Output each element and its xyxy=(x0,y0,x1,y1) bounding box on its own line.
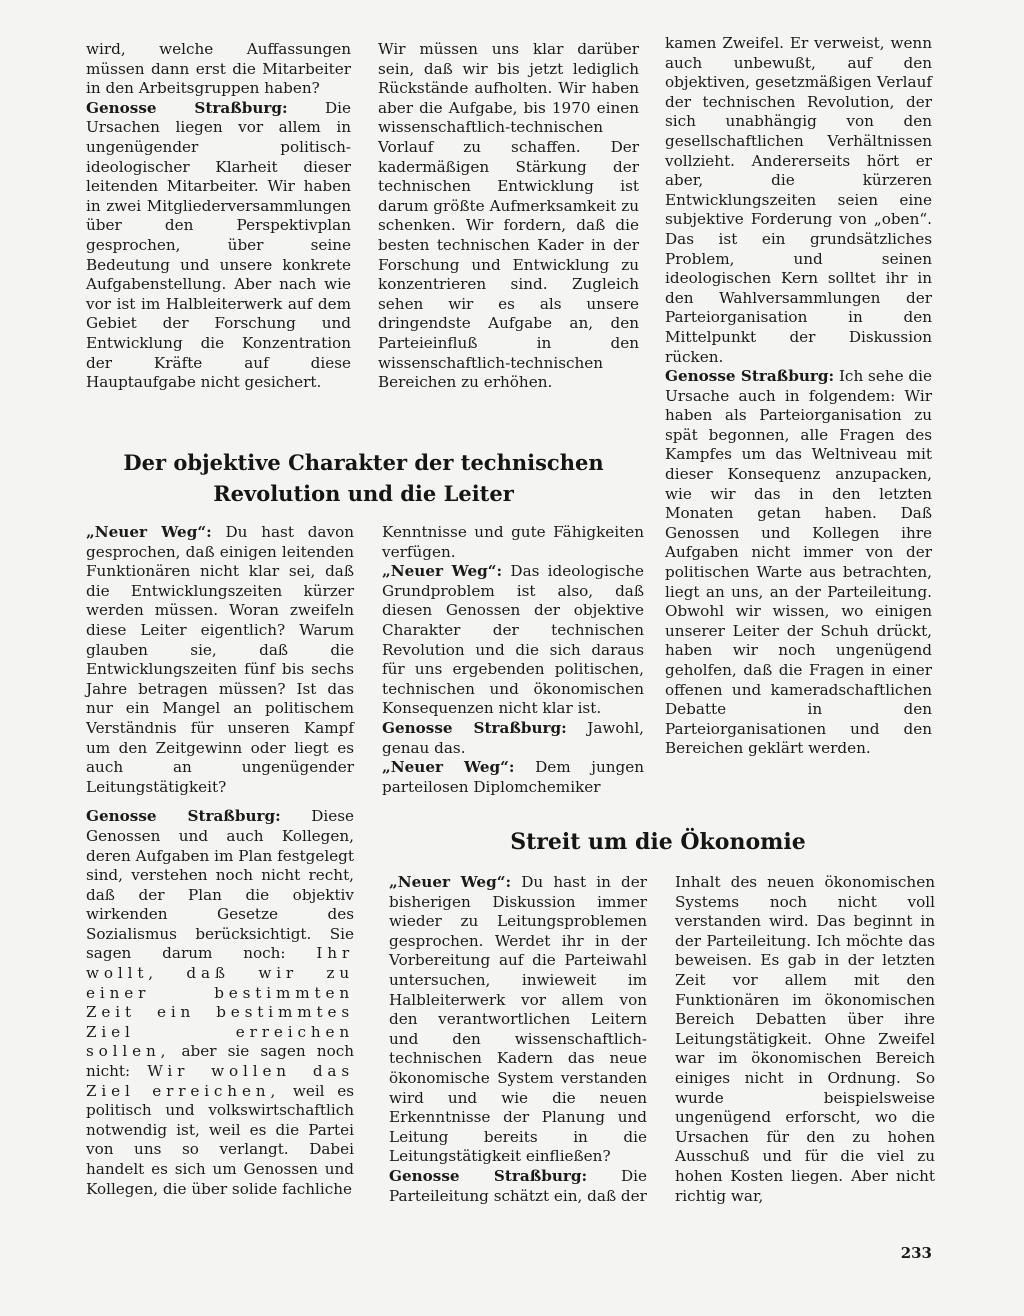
paragraph xyxy=(382,562,644,719)
paragraph xyxy=(86,40,351,99)
section1-column-2 xyxy=(382,523,644,797)
speaker-label: Genosse Straßburg: xyxy=(665,367,835,386)
paragraph-text: Jawohl, genau das. xyxy=(382,718,645,757)
speaker-label: „Neuer Weg“: xyxy=(382,758,515,777)
paragraph-text: Dem jungen parteilosen Diplomchemiker xyxy=(382,758,644,796)
heading-line: Streit um die Ökonomie xyxy=(510,829,806,855)
paragraph-text: Inhalt des neuen ökonomischen Systems noch nicht voll verstanden wird. Das beginnt in der Parteileitung. Ich möchte das beweisen. Es gab in der letzten Zeit vor allem mit den Funktionären im ökonomischen Bereich Debatten über ihre Leitungstätigkeit. Ohne Zweifel war im ökonomischen Bereich einiges nicht in Ordnung. So wurde beispielsweise ungenügend erforscht, wo die Ursachen für den zu hohen Ausschuß und für die viel zu hohen Kosten liegen. Aber nicht richtig war, xyxy=(675,873,935,1205)
paragraph-text: kamen Zweifel. Er verweist, wenn auch unbewußt, auf den objektiven, gesetzmäßigen Verlauf der technischen Revolution, der sich unabhängig von den gesellschaftlichen Verhältnissen vollzieht. Andererseits hört er aber, die kürzeren Entwicklungszeiten seien eine subjektive Forderung von „oben“. Das ist ein grundsätzliches Problem, und seinen ideologischen Kern solltet ihr in den Wahlversammlungen der Parteiorganisation in den Mittelpunkt der Diskussion rücken. xyxy=(665,34,932,366)
section1-column-1 xyxy=(86,523,354,1199)
paragraph xyxy=(389,1167,647,1206)
speaker-label: „Neuer Weg“: xyxy=(389,873,512,891)
paragraph xyxy=(86,523,354,797)
paragraph-text: wird, welche Auffassungen müssen dann erst die Mitarbeiter in den Arbeitsgruppen haben? xyxy=(86,40,351,98)
paragraph xyxy=(665,34,932,367)
paragraph-text: Wir müssen uns klar darüber sein, daß wir bis jetzt lediglich Rückstände aufholten. Wir haben aber die Aufgabe, bis 1970 einen wissenschaftlich-technischen Vorlauf zu schaffen. Der kadermäßigen Stärkung der technischen Entwicklung ist darum größte Aufmerksamkeit zu schenken. Wir fordern, daß die besten technischen Kader in der Forschung und Entwicklung zu konzentrieren sind. Zugleich sehen wir es als unsere dringendste Aufgabe an, den Parteieinfluß in den wissenschaftlich-technischen Bereichen zu erhöhen. xyxy=(378,40,639,392)
speaker-label: „Neuer Weg“: xyxy=(86,523,212,541)
paragraph xyxy=(86,807,354,1199)
paragraph xyxy=(86,99,351,393)
paragraph-text: Du hast davon gesprochen, daß einigen leitenden Funktionären nicht klar sei, daß die Entwicklungszeiten kürzer werden müssen. Woran zweifeln diese Leiter eigentlich? Warum glauben sie, daß die Entwicklungszeiten fünf bis sechs Jahre betragen müssen? Ist das nur ein Mangel an politischem Verständnis für unseren Kampf um den Zeitgewinn oder liegt es auch an ungenügender Leitungstätigkeit? xyxy=(86,523,354,796)
speaker-label: Genosse Straßburg: xyxy=(382,718,567,737)
paragraph-text: Die Parteileitung schätzt ein, daß der xyxy=(389,1166,647,1205)
speaker-label: Genosse Straßburg: xyxy=(86,807,281,826)
section-heading-1 xyxy=(86,447,641,509)
speaker-label: Genosse Straßburg: xyxy=(389,1166,588,1185)
paragraph-text: Kenntnisse und gute Fähigkeiten verfügen. xyxy=(382,523,644,561)
heading-line: Revolution und die Leiter xyxy=(213,481,514,506)
top-column-2 xyxy=(378,40,639,393)
top-column-1 xyxy=(86,40,351,393)
spaced-quote: Wir wollen das Ziel erreichen, xyxy=(86,1062,354,1100)
paragraph-text: aber sie sagen noch nicht: xyxy=(86,1042,355,1081)
paragraph xyxy=(665,367,932,759)
section2-column-2 xyxy=(675,873,935,1206)
paragraph-text: weil es politisch und volkswirtschaftlich notwendig ist, weil es die Partei von uns so verlangt. Dabei handelt es sich um Genossen und Kollegen, die über solide fachliche xyxy=(86,1081,354,1198)
paragraph-text: Die Ursachen liegen vor allem in ungenügender politisch-ideologischer Klarheit dieser leitenden Mitarbeiter. Wir haben in zwei Mitgliederversammlungen über den Perspektivplan gesprochen, über seine Bedeutung und unsere konkrete Aufgabenstellung. Aber nach wie vor ist im Halbleiterwerk auf dem Gebiet der Forschung und Entwicklung die Konzentration der Kräfte auf diese Hauptaufgabe nicht gesichert. xyxy=(86,98,351,392)
speaker-label: Genosse Straßburg: xyxy=(86,98,288,117)
heading-line: Der objektive Charakter der technischen xyxy=(123,450,604,475)
paragraph-text: Das ideologische Grundproblem ist also, daß diesen Genossen der objektive Charakter der technischen Revolution und die sich daraus für uns ergebenden politischen, technischen und ökonomischen Konsequenzen nicht klar ist. xyxy=(382,562,645,718)
paragraph-text: Ich sehe die Ursache auch in folgendem: Wir haben als Parteiorganisation zu spät begonnen, alle Fragen des Kampfes um das Weltniveau mit dieser Konsequenz anzupacken, wie wir das in den letzten Monaten getan haben. Daß Genossen und Kollegen ihre Aufgaben nicht immer von der politischen Warte aus betrachten, liegt an uns, an der Parteileitung. Obwohl wir wissen, wo einigen unserer Leiter der Schuh drückt, haben wir noch ungenügend geholfen, daß die Fragen in einer offenen und kameradschaftlichen Debatte in den Parteiorganisationen und den Bereichen geklärt werden. xyxy=(665,367,932,758)
right-column xyxy=(665,34,932,759)
paragraph xyxy=(675,873,935,1206)
paragraph xyxy=(389,873,647,1167)
paragraph xyxy=(382,523,644,562)
spaced-quote: Ihr wollt, daß wir zu einer bestimmten Zeit ein bestimmtes Ziel erreichen sollen, xyxy=(86,944,355,1061)
section-heading-2 xyxy=(382,827,934,858)
paragraph xyxy=(378,40,639,393)
section2-column-1 xyxy=(389,873,647,1206)
paragraph xyxy=(382,719,644,758)
paragraph-text: Diese Genossen und auch Kollegen, deren Aufgaben im Plan festgelegt sind, verstehen noch nicht recht, daß der Plan die objektiv wirkenden Gesetze des Sozialismus berücksichtigt. Sie sagen darum noch: xyxy=(86,807,354,963)
paragraph-text: Du hast in der bisherigen Diskussion immer wieder zu Leitungsproblemen gesprochen. Werdet ihr in der Vorbereitung auf die Parteiwahl untersuchen, inwieweit im Halbleiterwerk vor allem von den verantwortlichen Leitern und den wissenschaftlich-technischen Kadern das neue ökonomische System verstanden wird und wie die neuen Erkenntnisse der Planung und Leitung bereits in die Leitungstätigkeit einfließen? xyxy=(389,873,648,1166)
paragraph xyxy=(382,758,644,797)
page-number: 233 xyxy=(900,1244,932,1262)
speaker-label: „Neuer Weg“: xyxy=(382,562,503,581)
